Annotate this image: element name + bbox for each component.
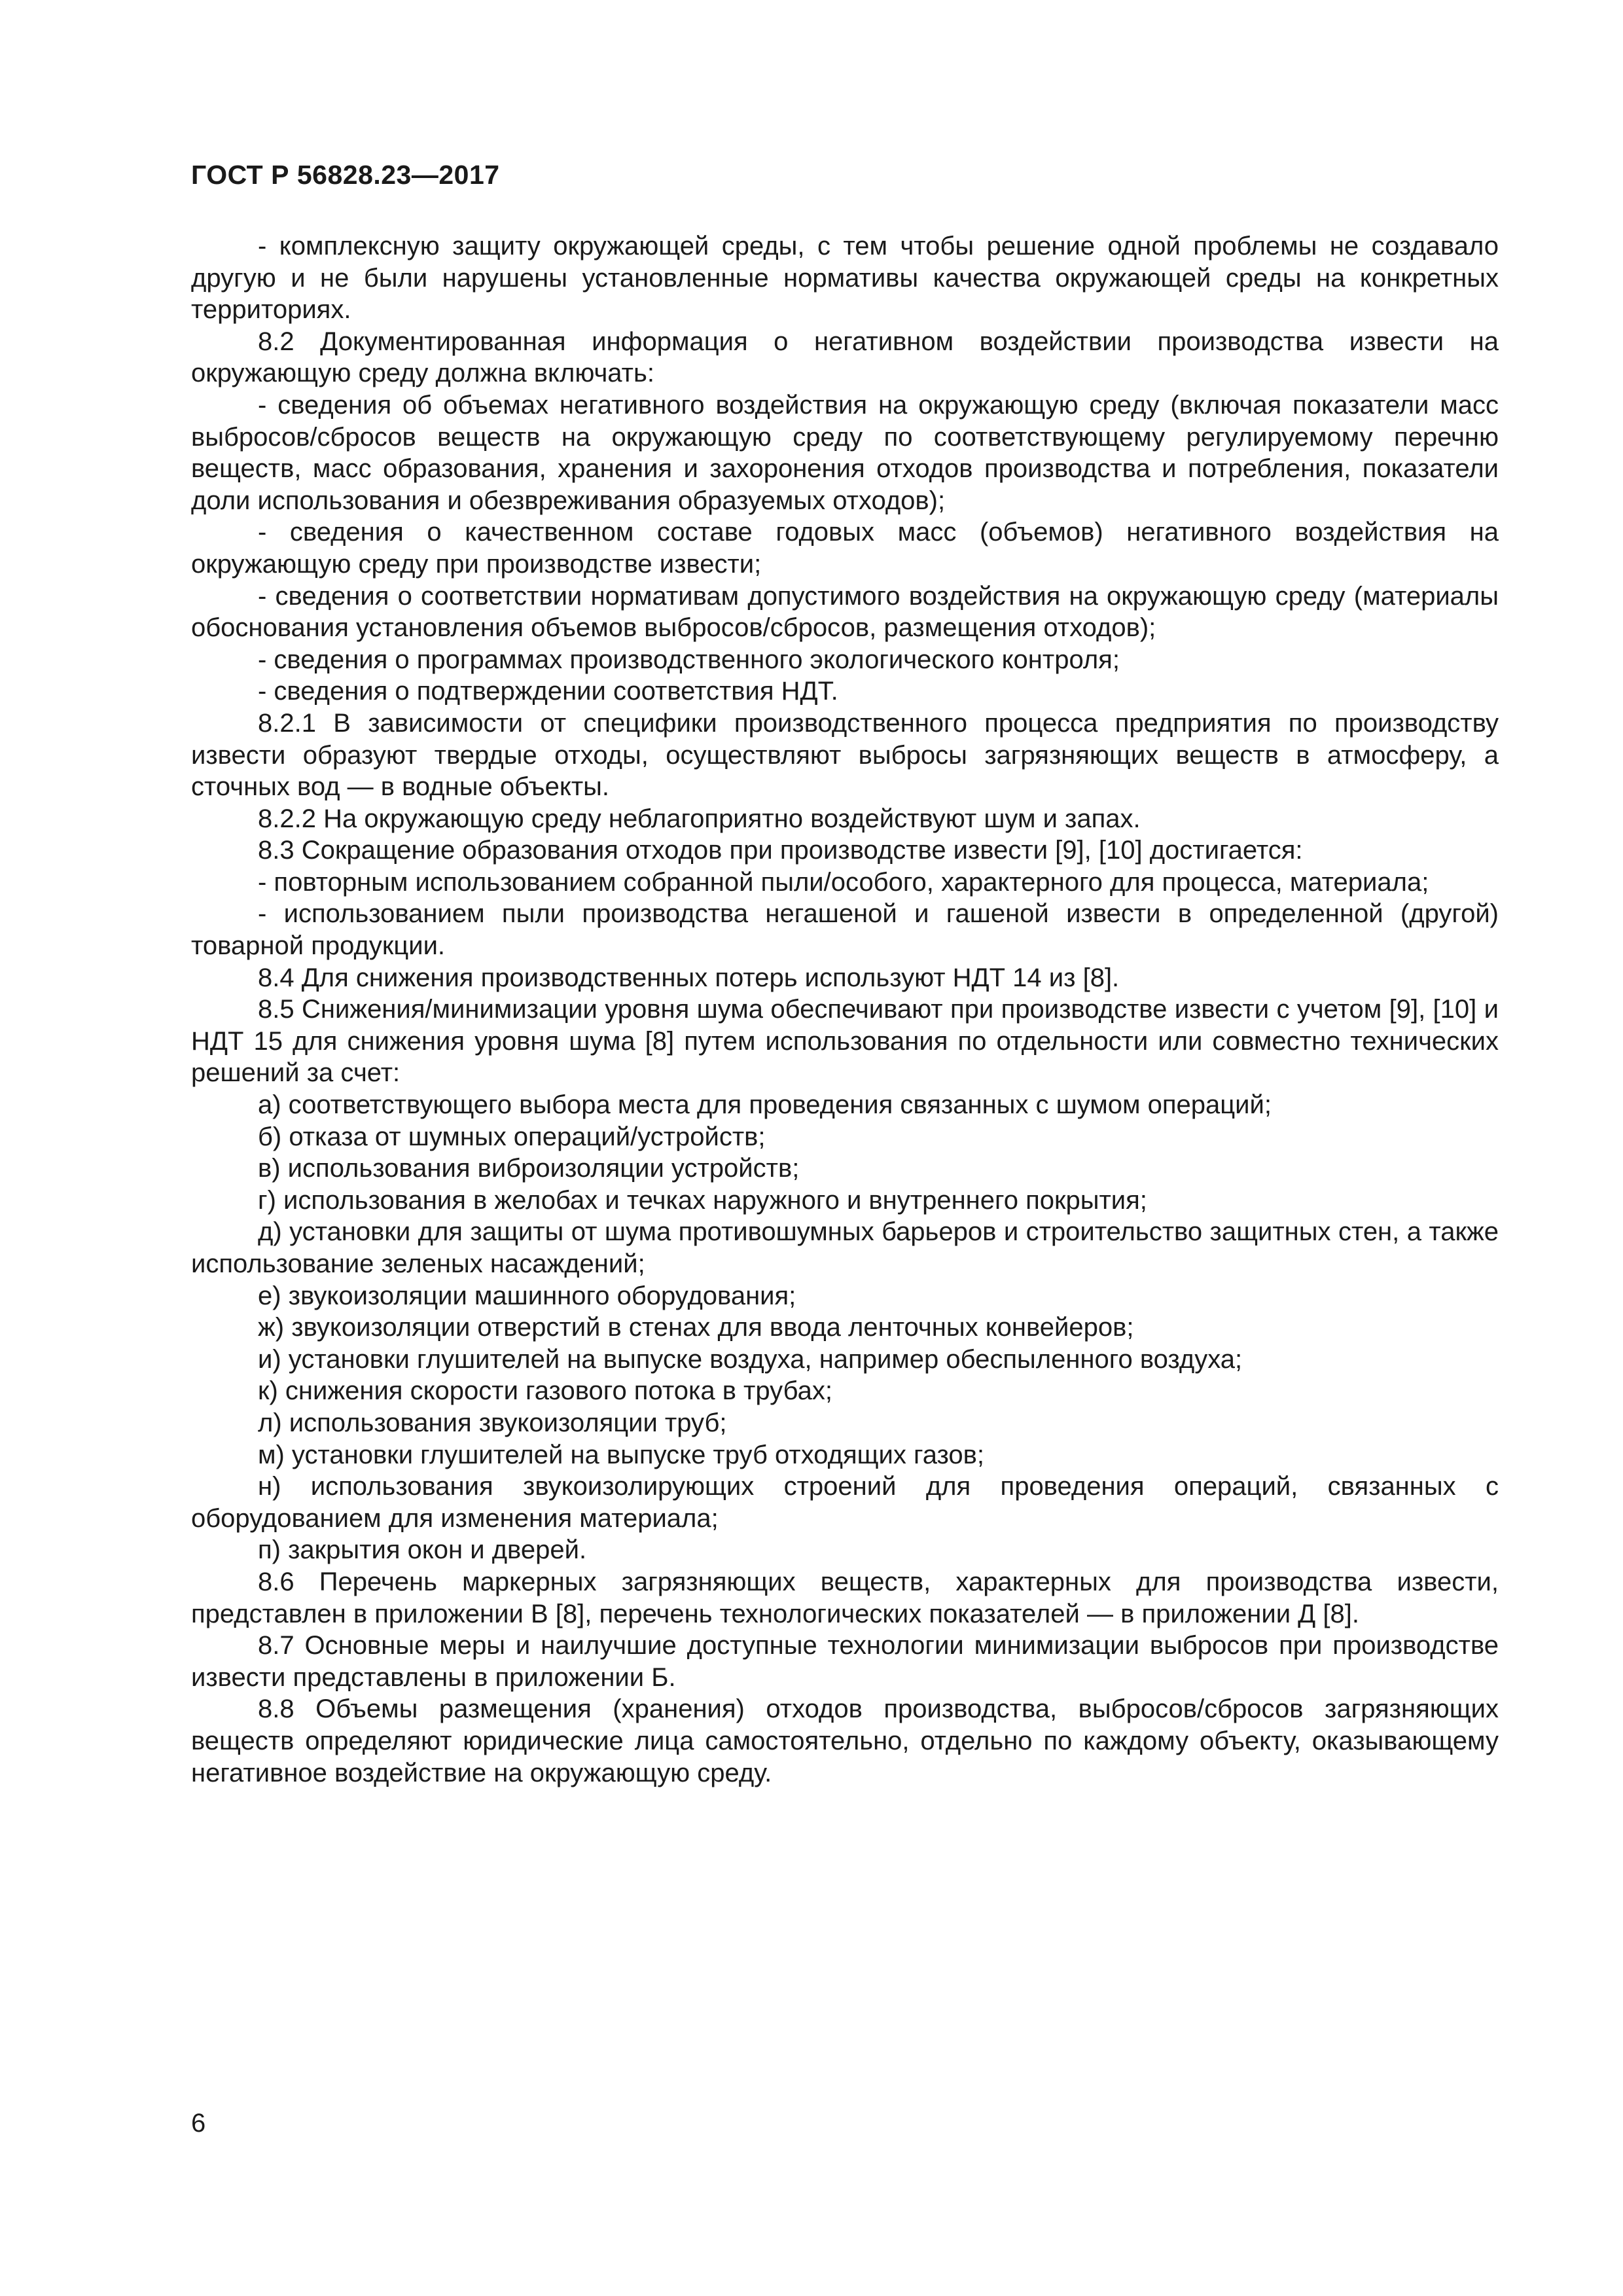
paragraph: 8.2.1 В зависимости от специфики производственного процесса предприятия по производству извести образуют твердые отходы, осуществляют выбросы загрязняющих веществ в атмосферу, а сточных вод — в водные объекты.: [191, 708, 1499, 802]
paragraph: 8.2.2 На окружающую среду неблагоприятно воздействуют шум и запах.: [258, 804, 1141, 833]
paragraph: - повторным использованием собранной пыли/особого, характерного для процесса, материала;: [258, 867, 1429, 897]
paragraph: - сведения о качественном составе годовых масс (объемов) негативного воздействия на окружающую среду при производстве извести;: [191, 518, 1499, 579]
paragraph: 8.4 Для снижения производственных потерь используют НДТ 14 из [8].: [258, 963, 1120, 992]
page-header-standard-id: ГОСТ Р 56828.23—2017: [191, 160, 500, 190]
list-item: н) использования звукоизолирующих строений для проведения операций, связанных с оборудованием для изменения материала;: [191, 1472, 1499, 1533]
paragraph: - комплексную защиту окружающей среды, с тем чтобы решение одной проблемы не создавало другую и не были нарушены установленные нормативы качества окружающей среды на конкретных территориях.: [191, 232, 1499, 325]
paragraph: - использованием пыли производства негашеной и гашеной извести в определенной (другой) товарной продукции.: [191, 899, 1499, 961]
paragraph: - сведения об объемах негативного воздействия на окружающую среду (включая показатели масс выбросов/сбросов веществ на окружающую среду по соответствующему регулируемому перечню веществ, масс образования, хранения и захоронения отходов производства и потребления, показатели доли использования и обезвреживания образуемых отходов);: [191, 390, 1499, 515]
list-item: е) звукоизоляции машинного оборудования;: [258, 1281, 796, 1310]
paragraph: - сведения о программах производственного экологического контроля;: [258, 645, 1120, 674]
list-item: м) установки глушителей на выпуске труб отходящих газов;: [258, 1440, 984, 1469]
list-item: к) снижения скорости газового потока в трубах;: [258, 1376, 832, 1406]
paragraph: - сведения о подтверждении соответствия НДТ.: [258, 677, 838, 706]
paragraph: 8.7 Основные меры и наилучшие доступные технологии минимизации выбросов при производстве извести представлены в приложении Б.: [191, 1631, 1499, 1692]
list-item: а) соответствующего выбора места для проведения связанных с шумом операций;: [258, 1090, 1272, 1120]
list-item: б) отказа от шумных операций/устройств;: [258, 1122, 766, 1151]
page-number: 6: [191, 2109, 206, 2138]
list-item: в) использования виброизоляции устройств;: [258, 1154, 800, 1183]
paragraph: 8.2 Документированная информация о негативном воздействии производства извести на окружающую среду должна включать:: [191, 327, 1499, 388]
list-item: л) использования звукоизоляции труб;: [258, 1408, 727, 1437]
list-item: ж) звукоизоляции отверстий в стенах для ввода ленточных конвейеров;: [258, 1313, 1134, 1342]
list-item: и) установки глушителей на выпуске воздуха, например обеспыленного воздуха;: [258, 1344, 1243, 1374]
list-item: п) закрытия окон и дверей.: [258, 1535, 587, 1565]
paragraph: - сведения о соответствии нормативам допустимого воздействия на окружающую среду (материалы обоснования установления объемов выбросов/сбросов, размещения отходов);: [191, 581, 1499, 643]
paragraph: 8.6 Перечень маркерных загрязняющих веществ, характерных для производства извести, представлен в приложении В [8], перечень технологических показателей — в приложении Д [8].: [191, 1567, 1499, 1628]
list-item: г) использования в желобах и течках наружного и внутреннего покрытия;: [258, 1185, 1147, 1215]
document-body: [191, 230, 1499, 1789]
list-item: д) установки для защиты от шума противошумных барьеров и строительство защитных стен, а также использование зеленых насаждений;: [191, 1217, 1499, 1278]
paragraph: 8.5 Снижения/минимизации уровня шума обеспечивают при производстве извести с учетом [9], [10] и НДТ 15 для снижения уровня шума [8] путем использования по отдельности или совместно технических решений за счет:: [191, 995, 1499, 1088]
paragraph: 8.8 Объемы размещения (хранения) отходов производства, выбросов/сбросов загрязняющих веществ определяют юридические лица самостоятельно, отдельно по каждому объекту, оказывающему негативное воздействие на окружающую среду.: [191, 1695, 1499, 1787]
paragraph: 8.3 Сокращение образования отходов при производстве извести [9], [10] достигается:: [258, 836, 1303, 865]
